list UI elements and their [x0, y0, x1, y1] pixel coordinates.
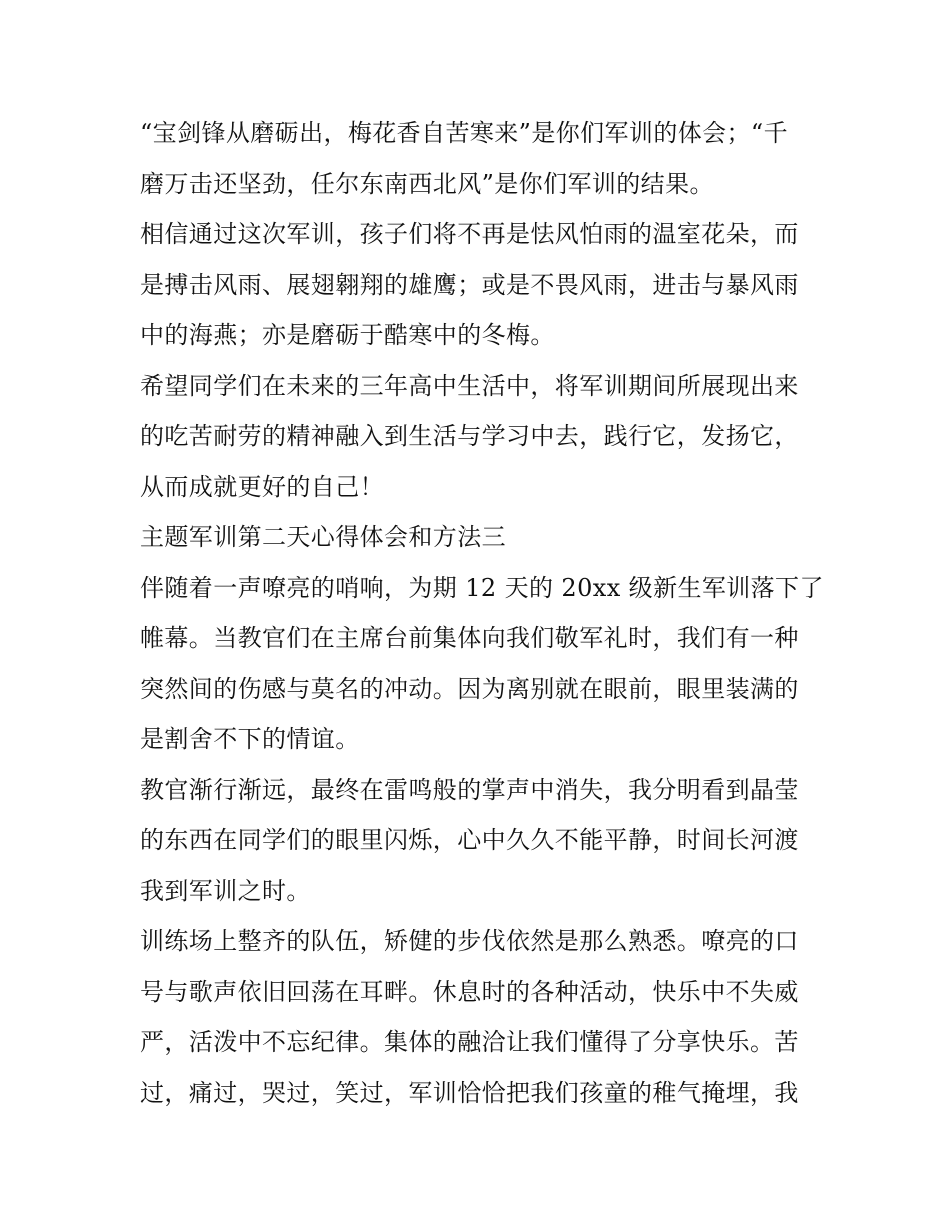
text-line: 训练场上整齐的队伍，矫健的步伐依然是那么熟悉。嘹亮的口: [140, 927, 799, 955]
paragraph: [140, 108, 820, 209]
text-line: 是割舍不下的情谊。: [140, 725, 360, 753]
text-line: 中的海燕；亦是磨砺于酷寒中的冬梅。: [140, 321, 555, 349]
text-line: 伴随着一声嘹亮的哨响，为期 12 天的 20xx 级新生军训落下了: [140, 573, 824, 602]
paragraph: [140, 916, 820, 1118]
text-line: 希望同学们在未来的三年高中生活中，将军训期间所展现出来: [140, 371, 799, 400]
paragraph: [140, 563, 824, 765]
text-line: 严，活泼中不忘纪律。集体的融洽让我们懂得了分享快乐。苦: [140, 1028, 799, 1056]
text-line: “宝剑锋从磨砺出，梅花香自苦寒来”是你们军训的体会；“千: [140, 119, 789, 147]
text-line: 过，痛过，哭过，笑过，军训恰恰把我们孩童的稚气掩埋，我: [140, 1078, 799, 1107]
paragraph: [140, 765, 820, 917]
text-line: 的东西在同学们的眼里闪烁，心中久久不能平静，时间长河渡: [140, 826, 799, 854]
text-line: 相信通过这次军训，孩子们将不再是怯风怕雨的温室花朵，而: [140, 220, 799, 248]
text-line: 教官渐行渐远，最终在雷鸣般的掌声中消失，我分明看到晶莹: [140, 775, 799, 804]
section-heading: [140, 512, 820, 563]
document-body: [140, 108, 824, 1118]
text-line: 帷幕。当教官们在主席台前集体向我们敬军礼时，我们有一种: [140, 624, 799, 652]
text-line: 突然间的伤感与莫名的冲动。因为离别就在眼前，眼里装满的: [140, 674, 799, 703]
text-line: 磨万击还坚劲，任尔东南西北风”是你们军训的结果。: [140, 169, 714, 198]
text-line: 是搏击风雨、展翅翱翔的雄鹰；或是不畏风雨，进击与暴风雨: [140, 270, 799, 299]
text-line: 我到军训之时。: [140, 876, 311, 905]
paragraph: [140, 361, 820, 513]
text-line: 从而成就更好的自己！: [140, 472, 384, 501]
text-line: 号与歌声依旧回荡在耳畔。休息时的各种活动，快乐中不失威: [140, 977, 799, 1006]
text-line: 的吃苦耐劳的精神融入到生活与学习中去，践行它，发扬它，: [140, 422, 799, 450]
paragraph: [140, 209, 820, 361]
heading-text: 主题军训第二天心得体会和方法三: [140, 523, 506, 551]
